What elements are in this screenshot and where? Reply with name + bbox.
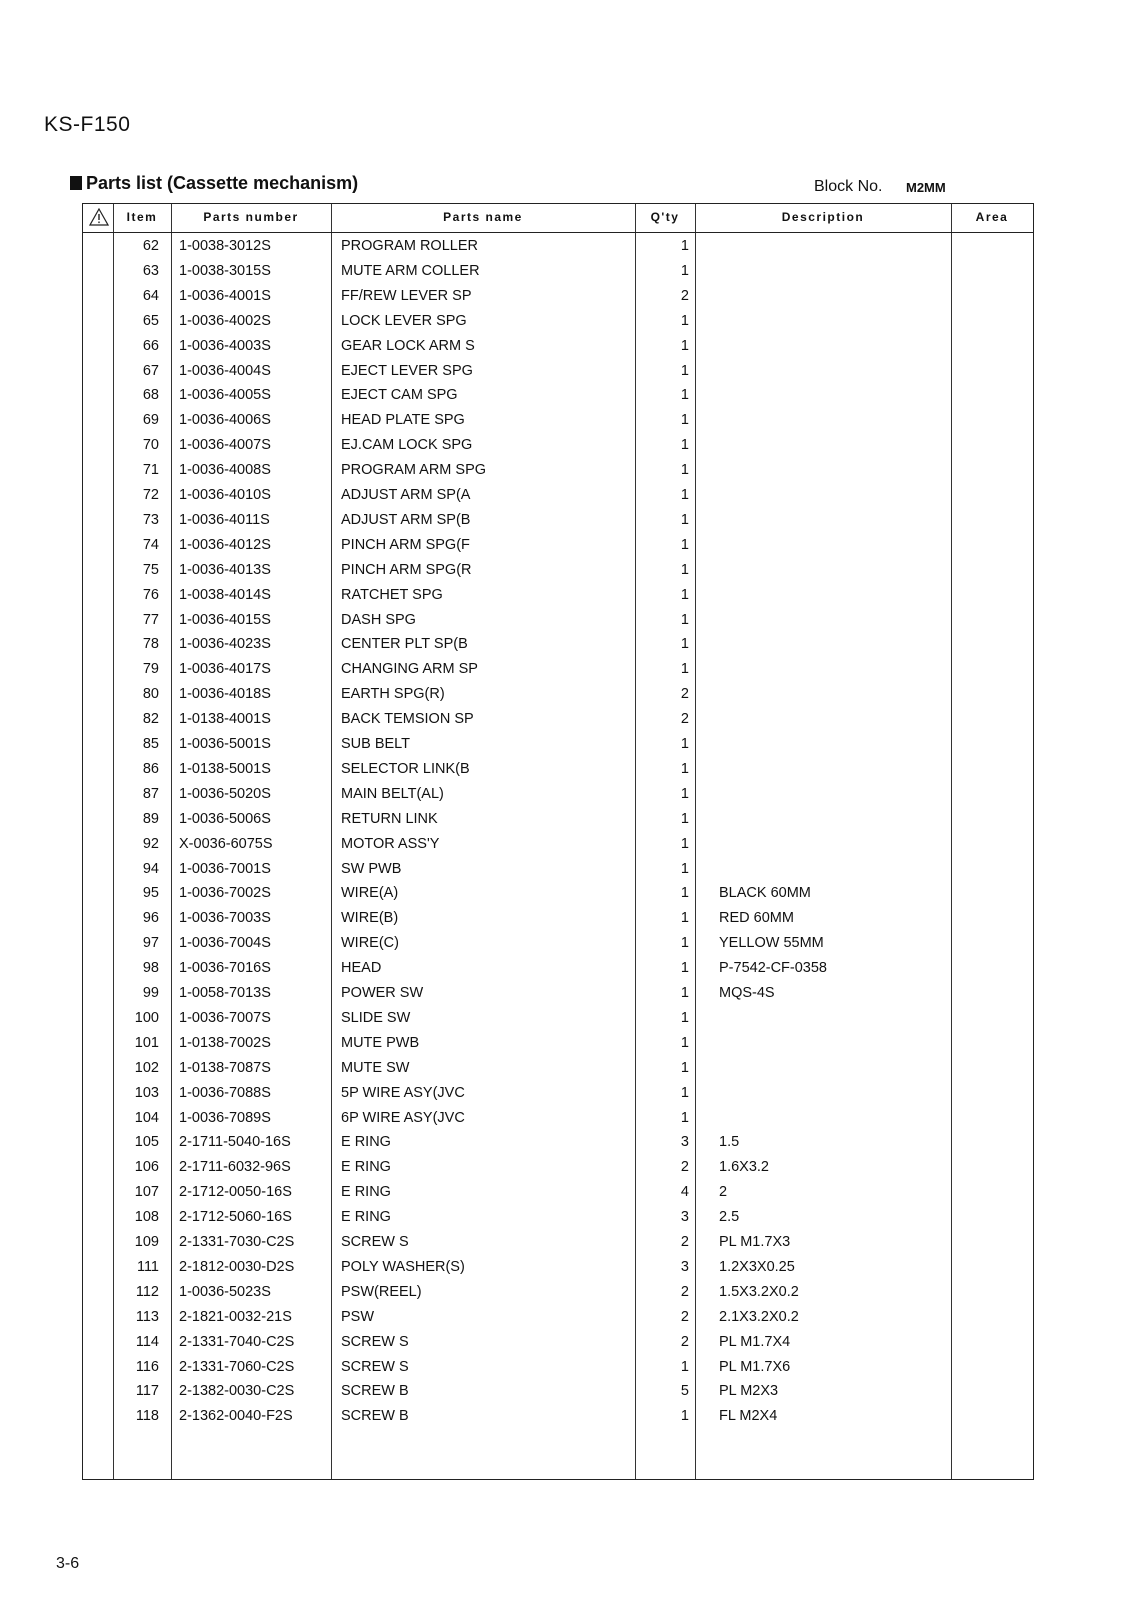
cell-part-number: 1-0036-5023S [179,1283,271,1300]
bullet-square-icon [70,176,82,190]
table-row [83,1205,1033,1230]
cell-parts-name: FF/REW LEVER SP [341,287,472,304]
cell-parts-name: MUTE SW [341,1059,410,1076]
table-row [83,1255,1033,1280]
cell-parts-name: SCREW S [341,1234,409,1250]
cell-item: 82 [142,711,159,728]
warning-triangle-icon [89,208,109,226]
cell-parts-name: RATCHET SPG [341,586,443,603]
cell-parts-name: SCREW B [341,1383,409,1400]
cell-item: 85 [142,736,159,752]
cell-qty: 2 [680,1333,689,1350]
cell-qty: 1 [680,1059,689,1076]
cell-parts-name: HEAD [341,960,382,977]
cell-qty: 1 [680,586,689,603]
cell-part-number: 1-0058-7013S [179,985,271,1001]
cell-part-number: 1-0036-7007S [179,1009,271,1026]
table-row [83,857,1033,882]
cell-description: FL M2X4 [719,1408,778,1425]
cell-part-number: 1-0036-4008S [179,462,271,479]
table-row [83,1404,1033,1429]
header-description: Description [781,210,865,224]
table-row [83,832,1033,857]
cell-qty: 1 [680,785,689,802]
table-row [83,234,1033,259]
parts-table [82,203,1034,1480]
cell-item: 109 [134,1234,159,1250]
cell-parts-name: DASH SPG [341,611,416,628]
cell-parts-name: EJECT LEVER SPG [341,362,473,379]
table-row [83,583,1033,608]
cell-item: 64 [142,287,159,304]
cell-parts-name: MUTE PWB [341,1034,420,1051]
cell-description: 1.2X3X0.25 [719,1258,795,1275]
cell-item: 102 [134,1059,159,1076]
cell-item: 103 [134,1084,159,1101]
cell-parts-name: E RING [341,1184,391,1201]
table-row [83,1379,1033,1404]
cell-part-number: 2-1331-7040-C2S [179,1333,295,1350]
cell-item: 73 [142,511,159,528]
cell-part-number: 1-0036-4001S [179,287,271,304]
cell-item: 94 [142,860,159,877]
cell-item: 97 [142,935,159,952]
cell-parts-name: WIRE(C) [341,935,399,952]
cell-parts-name: MAIN BELT(AL) [341,785,444,802]
cell-part-number: 1-0036-4007S [179,437,271,454]
table-row [83,956,1033,981]
cell-part-number: 1-0138-4001S [179,711,271,728]
cell-item: 106 [134,1159,159,1176]
cell-qty: 2 [680,287,689,304]
table-row [83,608,1033,633]
cell-part-number: 1-0036-4017S [179,661,271,678]
cell-qty: 1 [680,611,689,628]
cell-parts-name: GEAR LOCK ARM S [341,337,475,354]
section-title [70,173,358,194]
cell-item: 117 [135,1383,159,1400]
cell-qty: 1 [680,437,689,454]
cell-parts-name: ADJUST ARM SP(A [341,487,471,503]
table-row [83,1031,1033,1056]
cell-part-number: 1-0036-7004S [179,935,271,952]
table-row [83,259,1033,284]
cell-qty: 1 [680,337,689,354]
cell-qty: 1 [680,412,689,429]
cell-part-number: 1-0138-5001S [179,760,271,777]
cell-item: 107 [134,1184,159,1201]
cell-qty: 1 [680,561,689,578]
table-row [83,931,1033,956]
cell-part-number: 1-0036-4006S [179,412,271,429]
cell-parts-name: WIRE(A) [341,885,399,902]
cell-description: YELLOW 55MM [719,935,824,952]
cell-qty: 1 [680,262,689,279]
table-row [83,383,1033,408]
cell-part-number: 2-1712-5060-16S [179,1209,292,1226]
cell-parts-name: PINCH ARM SPG(R [341,561,472,578]
cell-item: 77 [142,611,159,628]
cell-item: 62 [142,238,159,254]
cell-parts-name: SW PWB [341,860,402,877]
cell-parts-name: PROGRAM ARM SPG [341,462,487,479]
cell-part-number: 2-1331-7030-C2S [179,1234,295,1250]
cell-qty: 2 [680,1283,689,1300]
cell-parts-name: SLIDE SW [341,1009,411,1026]
cell-item: 79 [142,661,159,678]
cell-qty: 3 [680,1209,689,1226]
header-item: Item [126,210,158,224]
table-row [83,682,1033,707]
cell-qty: 1 [680,835,689,852]
cell-part-number: 1-0036-7003S [179,910,271,927]
cell-description: 2 [719,1184,728,1201]
cell-qty: 1 [680,985,689,1001]
header-parts-name: Parts name [443,210,523,224]
table-row [83,1230,1033,1255]
cell-qty: 1 [680,1408,689,1425]
cell-part-number: 2-1711-5040-16S [179,1134,291,1151]
cell-qty: 1 [680,387,689,404]
cell-qty: 1 [680,487,689,503]
cell-item: 70 [142,437,159,454]
cell-qty: 2 [680,1308,689,1325]
table-row [83,707,1033,732]
cell-qty: 1 [680,462,689,479]
cell-item: 78 [142,636,159,653]
cell-part-number: 1-0036-7088S [179,1084,271,1101]
cell-parts-name: LOCK LEVER SPG [341,312,467,329]
section-title-text: Parts list (Cassette mechanism) [86,173,359,193]
cell-item: 75 [142,561,159,578]
cell-part-number: 2-1382-0030-C2S [179,1383,295,1400]
cell-item: 118 [135,1408,159,1425]
cell-part-number: 2-1331-7060-C2S [179,1358,295,1375]
cell-part-number: 1-0036-5020S [179,785,271,802]
table-row [83,782,1033,807]
page-number: 3-6 [56,1555,80,1572]
cell-item: 98 [142,960,159,977]
cell-parts-name: PINCH ARM SPG(F [341,536,470,553]
cell-part-number: 2-1821-0032-21S [179,1308,292,1325]
cell-item: 71 [142,462,159,479]
table-row [83,881,1033,906]
table-row [83,1280,1033,1305]
cell-part-number: X-0036-6075S [179,835,273,852]
cell-part-number: 1-0036-4003S [179,337,271,354]
cell-description: PL M1.7X3 [719,1234,791,1250]
cell-parts-name: WIRE(B) [341,910,399,927]
table-row [83,433,1033,458]
cell-description: 2.5 [719,1209,740,1226]
cell-parts-name: SUB BELT [341,736,411,752]
cell-part-number: 1-0036-4011S [179,511,270,528]
cell-item: 80 [142,686,159,703]
cell-parts-name: RETURN LINK [341,810,438,827]
cell-item: 87 [142,785,159,802]
table-row [83,657,1033,682]
cell-qty: 3 [680,1258,689,1275]
cell-parts-name: PSW [341,1308,375,1325]
table-row [83,1155,1033,1180]
table-row [83,757,1033,782]
cell-description: RED 60MM [719,910,794,927]
cell-part-number: 1-0036-4004S [179,362,271,379]
cell-parts-name: EJ.CAM LOCK SPG [341,437,473,454]
cell-item: 92 [142,835,159,852]
cell-part-number: 1-0036-7016S [179,960,271,977]
cell-item: 111 [136,1258,159,1275]
cell-description: 2.1X3.2X0.2 [719,1308,799,1325]
cell-part-number: 2-1812-0030-D2S [179,1258,295,1275]
cell-part-number: 1-0036-7001S [179,860,271,877]
cell-parts-name: E RING [341,1209,391,1226]
cell-description: MQS-4S [719,985,775,1001]
block-number-label: Block No. [814,178,883,195]
table-row [83,807,1033,832]
cell-item: 67 [142,362,159,379]
table-row [83,1330,1033,1355]
cell-description: P-7542-CF-0358 [719,960,827,977]
header-divider [83,232,1033,233]
cell-item: 104 [134,1109,159,1126]
cell-qty: 3 [680,1134,689,1151]
table-row [83,1056,1033,1081]
cell-qty: 5 [680,1383,689,1400]
cell-description: 1.5 [719,1134,740,1151]
cell-part-number: 1-0036-5001S [179,736,271,752]
cell-parts-name: PSW(REEL) [341,1283,422,1300]
table-row [83,284,1033,309]
cell-qty: 1 [680,910,689,927]
cell-qty: 1 [680,661,689,678]
header-area: Area [975,210,1009,224]
cell-qty: 2 [680,686,689,703]
cell-qty: 1 [680,1084,689,1101]
cell-parts-name: POWER SW [341,985,424,1001]
cell-parts-name: SCREW S [341,1358,409,1375]
table-row [83,1180,1033,1205]
table-row [83,359,1033,384]
cell-description: BLACK 60MM [719,885,811,902]
table-row [83,732,1033,757]
cell-qty: 1 [680,1358,689,1375]
cell-qty: 1 [680,536,689,553]
cell-parts-name: POLY WASHER(S) [341,1258,465,1275]
cell-parts-name: SCREW B [341,1408,409,1425]
cell-description: PL M2X3 [719,1383,779,1400]
table-row [83,632,1033,657]
cell-part-number: 1-0036-4023S [179,636,271,653]
cell-parts-name: 5P WIRE ASY(JVC [341,1084,465,1101]
cell-item: 96 [142,910,159,927]
cell-qty: 1 [680,636,689,653]
cell-part-number: 1-0138-7087S [179,1059,271,1076]
cell-item: 105 [134,1134,159,1151]
cell-part-number: 2-1711-6032-96S [179,1159,291,1176]
model-name: KS-F150 [44,113,131,136]
cell-item: 76 [142,586,159,603]
cell-qty: 1 [680,960,689,977]
cell-part-number: 1-0036-7002S [179,885,271,902]
cell-part-number: 1-0036-4013S [179,561,271,578]
cell-parts-name: EJECT CAM SPG [341,387,458,404]
cell-qty: 1 [680,760,689,777]
cell-item: 89 [142,810,159,827]
cell-qty: 2 [680,1234,689,1250]
cell-qty: 1 [680,511,689,528]
table-row [83,1006,1033,1031]
cell-description: PL M1.7X4 [719,1333,791,1350]
table-row [83,508,1033,533]
cell-parts-name: E RING [341,1159,391,1176]
header-qty: Q'ty [650,210,680,224]
cell-qty: 1 [680,736,689,752]
cell-part-number: 1-0038-3015S [179,262,271,279]
cell-item: 86 [142,760,159,777]
cell-item: 69 [142,412,159,429]
block-number-value: M2MM [906,180,946,195]
cell-part-number: 1-0036-4005S [179,387,271,404]
cell-parts-name: SCREW S [341,1333,409,1350]
table-row [83,1355,1033,1380]
cell-part-number: 1-0036-4010S [179,487,271,503]
cell-item: 114 [135,1333,159,1350]
cell-description: 1.5X3.2X0.2 [719,1283,799,1300]
cell-qty: 1 [680,810,689,827]
cell-parts-name: CHANGING ARM SP [341,661,478,678]
cell-part-number: 1-0038-4014S [179,586,271,603]
cell-part-number: 2-1712-0050-16S [179,1184,292,1201]
cell-qty: 1 [680,860,689,877]
cell-qty: 1 [680,1034,689,1051]
cell-description: PL M1.7X6 [719,1358,791,1375]
table-row [83,533,1033,558]
table-row [83,309,1033,334]
cell-qty: 1 [680,885,689,902]
cell-part-number: 1-0036-5006S [179,810,271,827]
cell-item: 99 [142,985,159,1001]
cell-part-number: 1-0036-4015S [179,611,271,628]
cell-parts-name: ADJUST ARM SP(B [341,511,471,528]
cell-parts-name: MOTOR ASS'Y [341,835,440,852]
cell-item: 112 [135,1283,159,1300]
cell-qty: 4 [680,1184,689,1201]
table-row [83,558,1033,583]
cell-parts-name: PROGRAM ROLLER [341,238,478,254]
cell-item: 74 [142,536,159,553]
table-row [83,1081,1033,1106]
cell-item: 72 [142,487,159,503]
cell-item: 68 [142,387,159,404]
cell-qty: 1 [680,1109,689,1126]
cell-qty: 2 [680,711,689,728]
table-row [83,981,1033,1006]
cell-parts-name: MUTE ARM COLLER [341,262,480,279]
cell-parts-name: E RING [341,1134,391,1151]
cell-qty: 1 [680,935,689,952]
cell-item: 66 [142,337,159,354]
cell-item: 108 [134,1209,159,1226]
cell-part-number: 2-1362-0040-F2S [179,1408,293,1425]
cell-parts-name: CENTER PLT SP(B [341,636,468,653]
cell-parts-name: SELECTOR LINK(B [341,760,470,777]
cell-item: 116 [135,1358,159,1375]
cell-parts-name: 6P WIRE ASY(JVC [341,1109,465,1126]
cell-parts-name: EARTH SPG(R) [341,686,445,703]
table-row [83,408,1033,433]
cell-description: 1.6X3.2 [719,1159,769,1176]
cell-qty: 1 [680,1009,689,1026]
table-row [83,483,1033,508]
table-row [83,334,1033,359]
cell-item: 95 [142,885,159,902]
cell-parts-name: BACK TEMSION SP [341,711,474,728]
cell-part-number: 1-0036-7089S [179,1109,271,1126]
cell-part-number: 1-0138-7002S [179,1034,271,1051]
table-row [83,906,1033,931]
cell-part-number: 1-0036-4018S [179,686,271,703]
cell-qty: 1 [680,362,689,379]
cell-parts-name: HEAD PLATE SPG [341,412,465,429]
cell-item: 101 [134,1034,159,1051]
cell-item: 113 [135,1308,159,1325]
cell-item: 63 [142,262,159,279]
table-row [83,1130,1033,1155]
cell-qty: 1 [680,312,689,329]
cell-part-number: 1-0036-4002S [179,312,271,329]
table-row [83,1106,1033,1131]
table-row [83,1305,1033,1330]
cell-qty: 2 [680,1159,689,1176]
cell-item: 100 [134,1009,159,1026]
table-row [83,458,1033,483]
cell-qty: 1 [680,238,689,254]
cell-part-number: 1-0036-4012S [179,536,271,553]
cell-item: 65 [142,312,159,329]
header-part-number: Parts number [203,210,299,224]
cell-part-number: 1-0038-3012S [179,238,271,254]
